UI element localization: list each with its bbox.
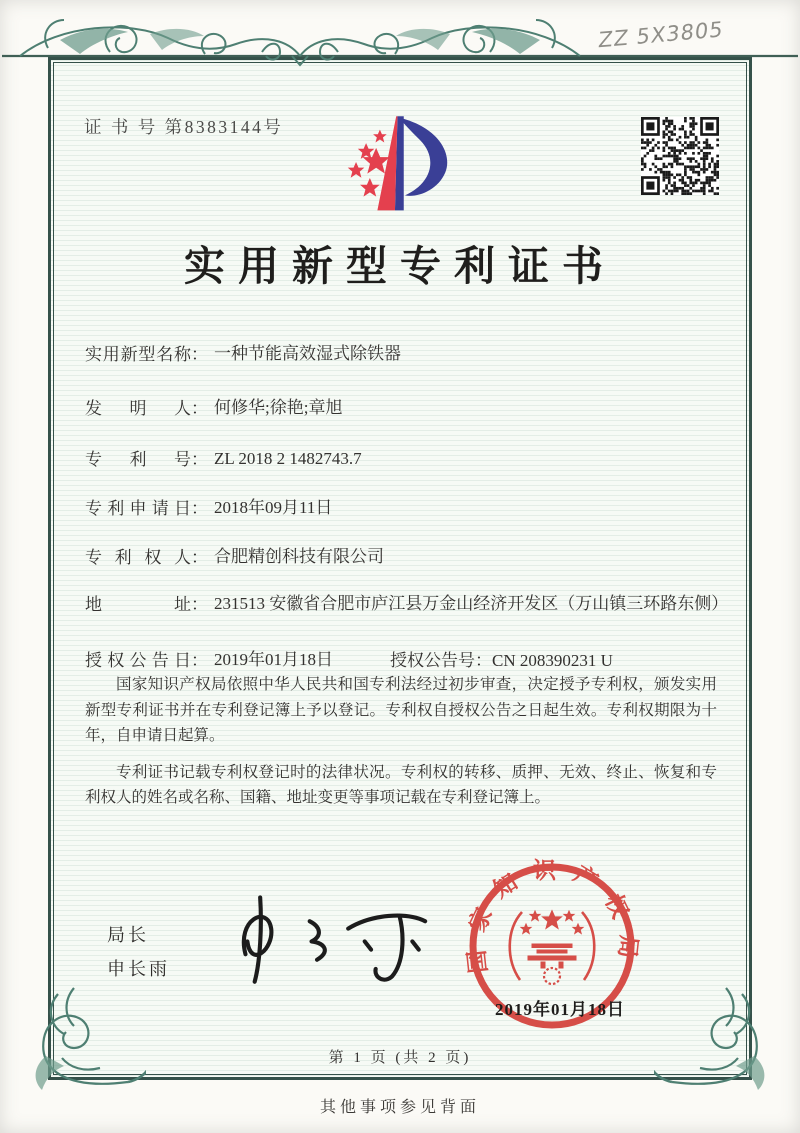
signer-title: 局长 [107,925,149,945]
field-label: 专利号 [85,450,191,469]
field-colon: ： [191,345,208,364]
handwritten-code: ZZ 5X3805 [597,17,725,53]
field-colon: ： [475,651,492,670]
field-row-filing-date [85,494,332,521]
field-label: 专利权人 [85,548,191,567]
qr-code [641,117,719,195]
field-value: 231513 安徽省合肥市庐江县万金山经济开发区（万山镇三环路东侧） [214,594,729,613]
seal-text: 国家知识产权局 [462,858,642,975]
field-colon: ： [191,595,208,614]
field-value: 何修华;徐艳;章旭 [214,398,343,417]
field-value: ZL 2018 2 1482743.7 [214,449,362,468]
field-row-inventor [85,394,342,421]
field-row-patentee [85,543,384,570]
certificate-number: 证 书 号 第8383144号 [84,117,284,137]
signer-name: 申长雨 [107,959,170,979]
field-row-name [85,340,401,367]
field-colon: ： [191,399,208,418]
body-paragraph-2: 专利证书记载专利权登记时的法律状况。专利权的转移、质押、无效、终止、恢复和专利权人的姓名或名称、国籍、地址变更等事项记载在专利登记簿上。 [85,763,717,806]
field-label: 实用新型名称 [85,345,191,364]
field-value: 合肥精创科技有限公司 [214,547,384,566]
grant-no-label: 授权公告号 [390,651,475,670]
grant-row [85,646,613,673]
field-value: 2018年09月11日 [214,498,333,517]
page-number: 第 1 页 (共 2 页) [328,1050,472,1066]
field-colon: ： [191,450,208,469]
legal-text-block [85,672,717,822]
field-label: 地址 [85,595,191,614]
field-colon: ： [191,499,208,518]
field-row-address [85,590,772,617]
grant-date-value: 2019年01月18日 [214,650,333,669]
field-label: 发明人 [85,399,191,418]
national-emblem-icon [510,911,595,984]
field-colon: ： [191,651,208,670]
seal-date: 2019年01月18日 [495,1000,625,1019]
signature-handwriting [218,888,438,993]
field-value: 一种节能高效湿式除铁器 [214,344,401,363]
certificate-title: 实用新型专利证书 [184,243,616,289]
field-row-patent-no [85,445,362,472]
field-colon: ： [191,548,208,567]
grant-no-value: CN 208390231 U [492,651,613,670]
footer-note: 其他事项参见背面 [319,1099,480,1116]
grant-date-label: 授权公告日 [85,651,191,670]
cnipa-logo-icon [342,110,468,228]
body-paragraph-1: 国家知识产权局依照中华人民共和国专利法经过初步审查，决定授予专利权，颁发实用新型专利证书并在专利登记簿上予以登记。专利权自授权公告之日起生效。专利权期限为十年，自申请日起算。 [85,676,717,744]
field-label: 专利申请日 [85,499,191,518]
